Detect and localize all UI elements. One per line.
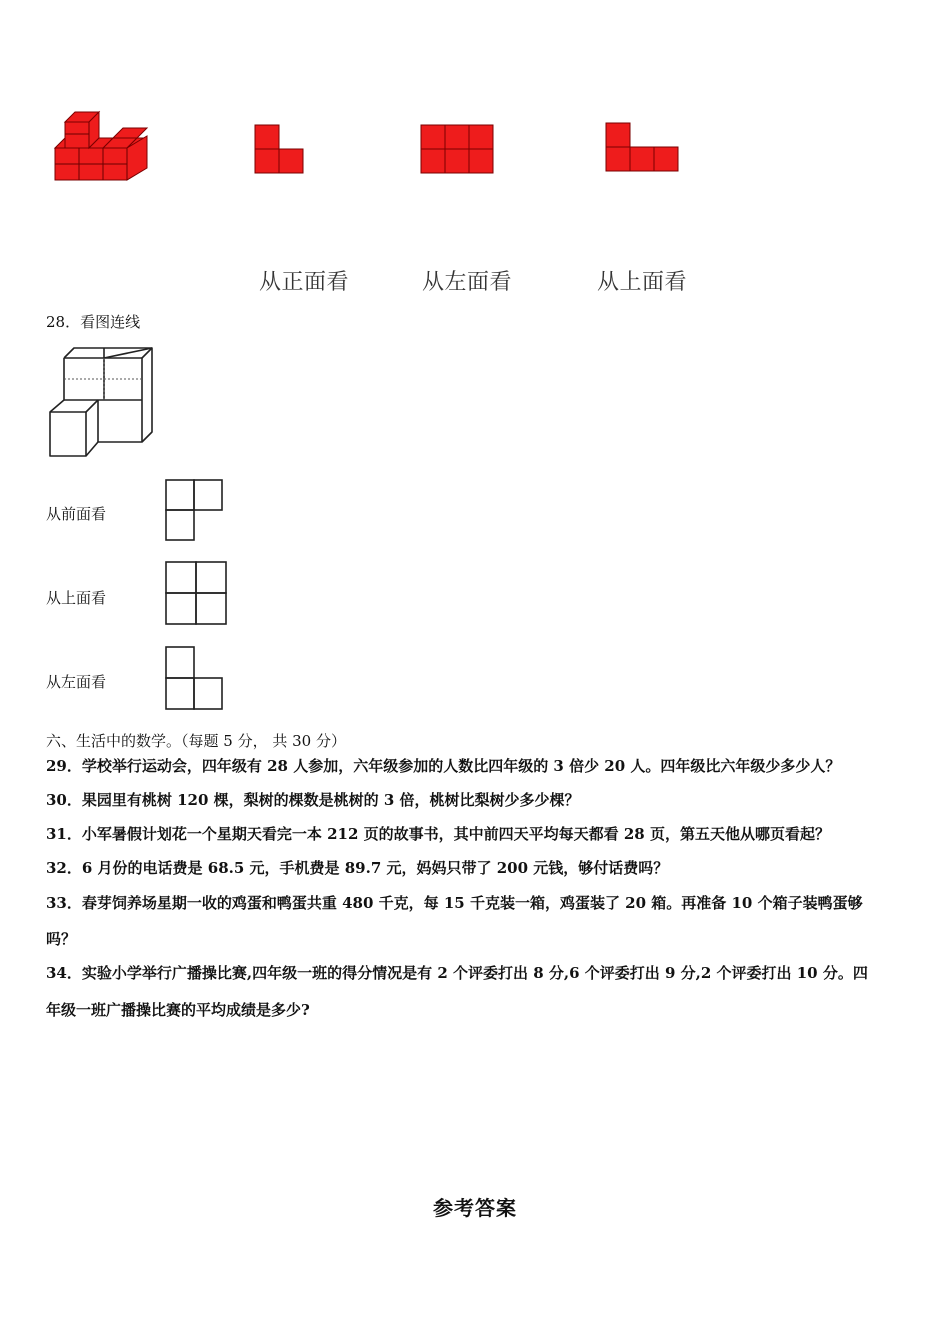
- cube-solid-drawing: [55, 112, 147, 180]
- view-label-front: 从正面看: [259, 270, 350, 295]
- view-label-left: 从左面看: [422, 270, 513, 295]
- left-view-red: [420, 124, 496, 176]
- q28-title: 28．看图连线: [46, 313, 141, 331]
- q33-text-line1: 33．春芽饲养场星期一收的鸡蛋和鸭蛋共重 480 千克，每 15 千克装一箱，鸡蛋装了 20 箱。再准备 10 个箱子装鸭蛋够: [46, 894, 863, 912]
- view-label-top: 从上面看: [597, 270, 688, 295]
- q34-text-line2: 年级一班广播操比赛的平均成绩是多少?: [46, 1001, 310, 1019]
- q28-row-label-left: 从左面看: [46, 673, 107, 691]
- q28-row-label-front: 从前面看: [46, 505, 107, 523]
- front-view-red: [254, 124, 306, 176]
- q29-text: 29．学校举行运动会，四年级有 28 人参加，六年级参加的人数比四年级的 3 倍少 20 人。四年级比六年级少多少人？: [46, 757, 841, 775]
- q28-top-view-grid: [164, 560, 228, 626]
- q30-text: 30．果园里有桃树 120 棵，梨树的棵数是桃树的 3 倍，桃树比梨树少多少棵？: [46, 791, 580, 809]
- q31-text: 31．小军暑假计划花一个星期天看完一本 212 页的故事书，其中前四天平均每天都看 28 页，第五天他从哪页看起？: [46, 825, 830, 843]
- q34-text-line1: 34．实验小学举行广播操比赛,四年级一班的得分情况是有 2 个评委打出 8 分,6 个评委打出 9 分,2 个评委打出 10 分。四: [46, 964, 868, 982]
- solid-sketch-figure: [46, 344, 156, 458]
- section6-heading: 六、生活中的数学。（每题 5 分， 共 30 分）: [46, 732, 346, 750]
- q28-left-view-grid: [164, 645, 226, 711]
- q28-front-view-grid: [164, 478, 224, 542]
- q32-text: 32．6 月份的电话费是 68.5 元，手机费是 89.7 元，妈妈只带了 200 元钱，够付话费吗？: [46, 859, 669, 877]
- answers-title: 参考答案: [433, 1196, 517, 1220]
- q28-row-label-top: 从上面看: [46, 589, 107, 607]
- top-view-red: [605, 122, 681, 174]
- cube-solid-figure: [50, 108, 160, 188]
- q33-text-line2: 吗？: [46, 930, 77, 948]
